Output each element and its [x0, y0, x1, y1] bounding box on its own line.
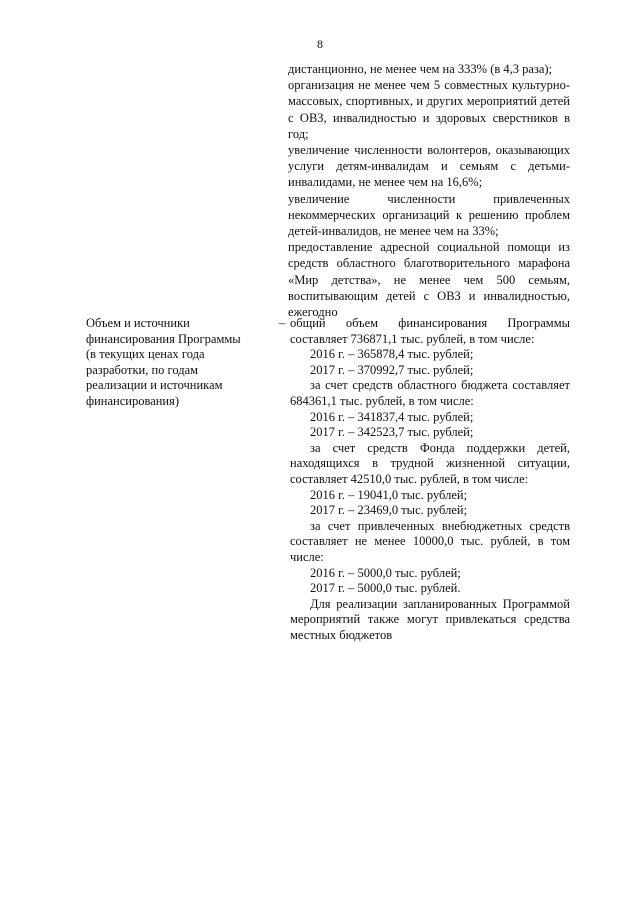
- goal-item: увеличение численности волонтеров, оказывающих услуги детям-инвалидам и семьям с детьми-инвалидами, не менее чем на 16,6%;: [288, 143, 570, 190]
- page-number: 8: [317, 37, 323, 51]
- financing-extrabudget: за счет привлеченных внебюджетных средств составляет не менее 10000,0 тыс. рублей, в том числе:: [290, 518, 570, 564]
- goal-item: предоставление адресной социальной помощи из средств областного благотворительного марафона «Мир детства», не менее чем 500 семьям, воспитывающим детей с ОВЗ и инвалидностью, ежегодно: [288, 240, 570, 320]
- financing-details: [290, 316, 570, 643]
- financing-year-line: 2017 г. – 342523,7 тыс. рублей;: [310, 425, 474, 440]
- financing-year-line: 2017 г. – 23469,0 тыс. рублей;: [310, 503, 468, 518]
- financing-year-line: 2016 г. – 5000,0 тыс. рублей;: [310, 565, 461, 580]
- separator-dash: –: [279, 316, 286, 330]
- financing-regional: за счет средств областного бюджета составляет 684361,1 тыс. рублей, в том числе:: [290, 378, 570, 408]
- financing-year-line: 2016 г. – 365878,4 тыс. рублей;: [310, 347, 474, 362]
- section-label-line: разработки, по годам: [86, 362, 199, 377]
- financing-fund: за счет средств Фонда поддержки детей, находящихся в трудной жизненной ситуации, составляет 42510,0 тыс. рублей, в том числе:: [290, 440, 570, 486]
- goal-item: увеличение численности привлеченных некоммерческих организаций к решению проблем детей-инвалидов, не менее чем на 33%;: [288, 191, 570, 239]
- goal-item: организация не менее чем 5 совместных культурно-массовых, спортивных, и других мероприятий детей с ОВЗ, инвалидностью и здоровых сверстников в год;: [288, 78, 570, 141]
- financing-total: общий объем финансирования Программы составляет 736871,1 тыс. рублей, в том числе:: [290, 316, 570, 346]
- section-label-line: финансирования): [86, 393, 180, 408]
- section-label-line: финансирования Программы: [86, 331, 241, 346]
- section-label: [86, 316, 271, 409]
- financing-year-line: 2016 г. – 341837,4 тыс. рублей;: [310, 409, 474, 424]
- section-label-line: (в текущих ценах года: [86, 347, 205, 361]
- financing-year-line: 2017 г. – 5000,0 тыс. рублей.: [310, 581, 461, 596]
- section-label-line: реализации и источникам: [86, 378, 223, 392]
- financing-local-note: Для реализации запланированных Программой мероприятий также могут привлекаться средства местных бюджетов: [290, 596, 570, 642]
- financing-year-line: 2017 г. – 370992,7 тыс. рублей;: [310, 362, 474, 377]
- program-goals: [288, 61, 570, 320]
- financing-year-line: 2016 г. – 19041,0 тыс. рублей;: [310, 487, 468, 502]
- goal-item: дистанционно, не менее чем на 333% (в 4,3 раза);: [288, 62, 553, 76]
- section-label-line: Объем и источники: [86, 316, 190, 330]
